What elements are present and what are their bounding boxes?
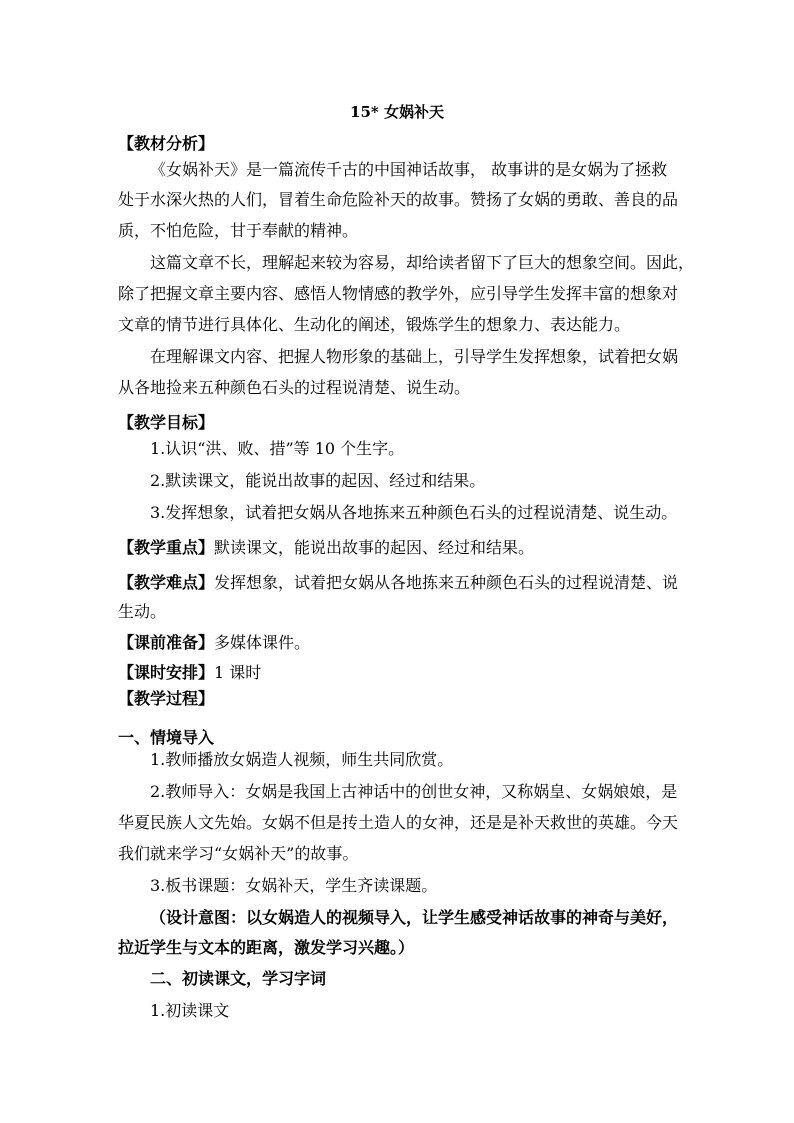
- analysis-paragraph-1-line-2: 处于水深火热的人们，冒着生命危险补天的故事。赞扬了女娲的勇敢、善良的品: [118, 190, 679, 209]
- process-heading: 【教学过程】: [118, 689, 215, 708]
- part1-heading: 一、情境导入: [118, 728, 215, 747]
- key-point-line: [118, 537, 534, 559]
- prep-text: 多媒体课件。: [214, 633, 311, 652]
- design-note-line-1: （设计意图：以女娲造人的视频导入，让学生感受神话故事的神奇与美好，: [150, 908, 679, 927]
- part1-item-1: 1.教师播放女娲造人视频，师生共同欣赏。: [150, 750, 454, 769]
- schedule-text: 1 课时: [214, 663, 262, 682]
- analysis-paragraph-1-line-1: 《女娲补天》是一篇流传千古的中国神话故事， 故事讲的是女娲为了拯救: [150, 160, 668, 179]
- key-point-heading: 【教学重点】: [118, 538, 215, 557]
- part1-item-3: 3.板书课题：女娲补天，学生齐读课题。: [150, 876, 438, 895]
- part2-heading: 二、初读课文，学习字词: [150, 969, 327, 988]
- prep-heading: 【课前准备】: [118, 633, 215, 652]
- part1-item-2-line-2: 华夏民族人文先始。女娲不但是抟土造人的女神，还是是补天救世的英雄。今天: [118, 813, 679, 832]
- analysis-paragraph-3-line-1: 在理解课文内容、把握人物形象的基础上，引导学生发挥想象，试着把女娲: [150, 347, 679, 366]
- analysis-paragraph-2-line-2: 除了把握文章主要内容、感悟人物情感的教学外，应引导学生发挥丰富的想象对: [118, 284, 679, 303]
- difficulty-text-2: 生动。: [118, 602, 167, 621]
- key-point-text: 默读课文，能说出故事的起因、经过和结果。: [214, 538, 535, 557]
- prep-line: [118, 632, 310, 654]
- goal-item-1: 1.认识“洪、败、措”等 10 个生字。: [150, 439, 405, 458]
- difficulty-line-1: [118, 572, 678, 594]
- goals-heading: 【教学目标】: [118, 413, 215, 432]
- page-title: 15* 女娲补天: [350, 103, 444, 121]
- difficulty-text-1: 发挥想象，试着把女娲从各地拣来五种颜色石头的过程说清楚、说: [214, 573, 679, 592]
- part1-item-2-line-1: 2.教师导入：女娲是我国上古神话中的创世女神，又称娲皇、女娲娘娘，是: [150, 782, 678, 801]
- schedule-heading: 【课时安排】: [118, 663, 215, 682]
- analysis-heading: 【教材分析】: [118, 134, 215, 153]
- analysis-paragraph-2-line-1: 这篇文章不长，理解起来较为容易，却给读者留下了巨大的想象空间。因此，: [150, 253, 695, 272]
- design-note-line-2: 拉近学生与文本的距离，激发学习兴趣。）: [118, 938, 415, 957]
- schedule-line: [118, 662, 261, 684]
- analysis-paragraph-3-line-2: 从各地捡来五种颜色石头的过程说清楚、说生动。: [118, 378, 471, 397]
- part1-item-2-line-3: 我们就来学习“女娲补天”的故事。: [118, 844, 359, 863]
- analysis-paragraph-2-line-3: 文章的情节进行具体化、生动化的阐述，锻炼学生的想象力、表达能力。: [118, 315, 631, 334]
- part2-item-1: 1.初读课文: [150, 1001, 230, 1020]
- goal-item-3: 3.发挥想象，试着把女娲从各地拣来五种颜色石头的过程说清楚、说生动。: [150, 503, 678, 522]
- difficulty-heading: 【教学难点】: [118, 573, 215, 592]
- goal-item-2: 2.默读课文，能说出故事的起因、经过和结果。: [150, 471, 486, 490]
- analysis-paragraph-1-line-3: 质，不怕危险，甘于奉献的精神。: [118, 221, 359, 240]
